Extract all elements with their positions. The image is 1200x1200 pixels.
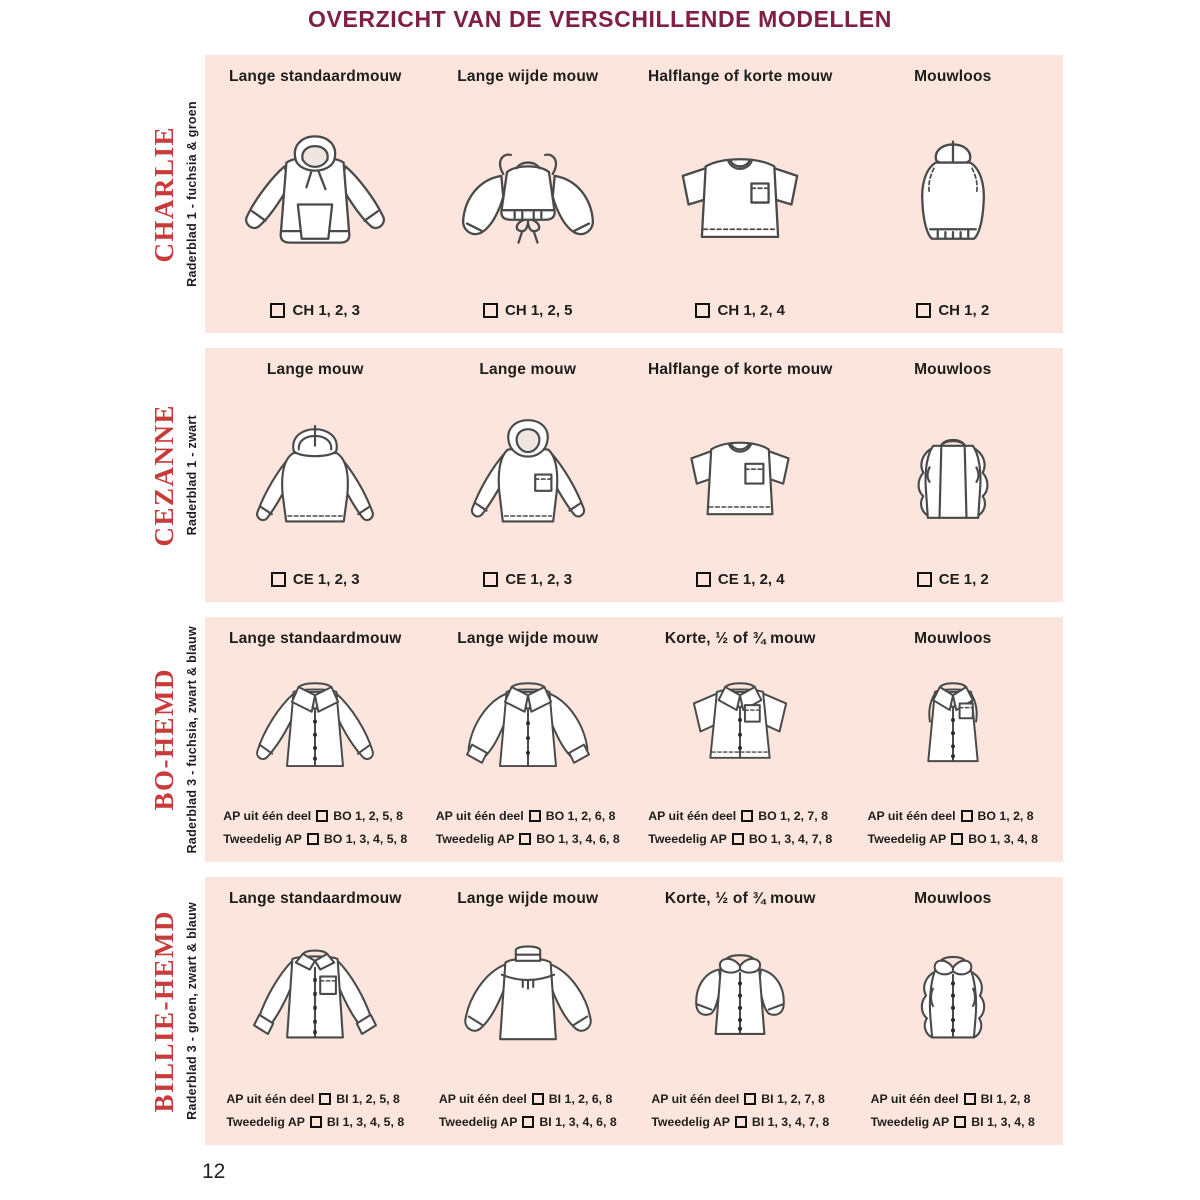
checkbox[interactable] bbox=[744, 1093, 756, 1105]
variant-cell bbox=[847, 68, 1060, 325]
ap-variant-label: Tweedelig AP bbox=[648, 832, 727, 846]
variant-header: Lange standaardmouw bbox=[228, 68, 402, 85]
ap-variant-label: AP uit één deel bbox=[223, 809, 312, 823]
pattern-code-line bbox=[271, 571, 360, 594]
pattern-code-line bbox=[868, 832, 1038, 846]
pattern-code: CH 1, 2, 5 bbox=[504, 302, 573, 319]
model-name: CHARLIE bbox=[149, 125, 179, 263]
variant-header: Lange mouw bbox=[479, 361, 577, 378]
model-label-billie-hemd bbox=[143, 877, 205, 1145]
pattern-code: BO 1, 2, 5, 8 bbox=[333, 809, 403, 823]
pattern-code: CH 1, 2, 4 bbox=[717, 302, 786, 319]
sleeveless-shirt-vest-illustration bbox=[860, 648, 1046, 809]
variant-header: Lange standaardmouw bbox=[228, 890, 402, 907]
pattern-code-line bbox=[916, 302, 989, 325]
ap-variant-label: Tweedelig AP bbox=[870, 1115, 950, 1129]
pattern-code: BI 1, 2, 5, 8 bbox=[336, 1092, 400, 1106]
pattern-code-line bbox=[436, 809, 620, 823]
sleeveless-funnel-neck-illustration bbox=[848, 86, 1058, 302]
pattern-code: BO 1, 2, 6, 8 bbox=[545, 809, 616, 823]
model-label-bo-hemd bbox=[143, 617, 205, 862]
ap-variant-label: AP uit één deel bbox=[435, 809, 524, 823]
checkbox[interactable] bbox=[696, 572, 711, 587]
pattern-footnotes bbox=[439, 1092, 617, 1137]
variant-cell bbox=[422, 361, 635, 594]
checkbox[interactable] bbox=[916, 303, 931, 318]
variant-header: Lange wijde mouw bbox=[457, 890, 599, 907]
checkbox[interactable] bbox=[310, 1116, 322, 1128]
pattern-code: BI 1, 3, 4, 6, 8 bbox=[539, 1115, 617, 1129]
model-panel-cezanne bbox=[205, 348, 1063, 602]
model-overview bbox=[143, 55, 1063, 1145]
checkbox[interactable] bbox=[951, 833, 963, 845]
pattern-code-line bbox=[651, 1092, 829, 1106]
checkbox[interactable] bbox=[735, 1116, 747, 1128]
checkbox[interactable] bbox=[483, 572, 498, 587]
pattern-code: CE 1, 2, 4 bbox=[717, 571, 785, 588]
checkbox[interactable] bbox=[270, 303, 285, 318]
pattern-footnotes bbox=[871, 1092, 1035, 1137]
pattern-code-line bbox=[439, 1092, 617, 1106]
model-label-charlie bbox=[143, 55, 205, 333]
page-number: 12 bbox=[202, 1160, 226, 1183]
pattern-code: BI 1, 3, 4, 5, 8 bbox=[326, 1115, 405, 1129]
pattern-code: BI 1, 2, 8 bbox=[980, 1092, 1031, 1106]
pattern-code: BI 1, 2, 7, 8 bbox=[761, 1092, 825, 1106]
pattern-code-line bbox=[871, 1115, 1035, 1129]
checkbox[interactable] bbox=[695, 303, 710, 318]
model-row-cezanne bbox=[143, 348, 1063, 602]
pattern-code: BO 1, 2, 8 bbox=[977, 809, 1034, 823]
model-name: BO-HEMD bbox=[149, 668, 179, 811]
checkbox[interactable] bbox=[319, 1093, 331, 1105]
variant-header: Lange mouw bbox=[266, 361, 364, 378]
variant-header: Lange standaardmouw bbox=[228, 630, 402, 647]
model-raderblad-note: Raderblad 3 - fuchsia, zwart & blauw bbox=[185, 625, 199, 854]
model-panel-billie-hemd bbox=[205, 877, 1063, 1145]
ap-variant-label: Tweedelig AP bbox=[651, 1115, 730, 1129]
checkbox[interactable] bbox=[741, 810, 753, 822]
pattern-code-line bbox=[270, 302, 360, 325]
page-title: OVERZICHT VAN DE VERSCHILLENDE MODELLEN bbox=[308, 6, 892, 32]
model-raderblad-note: Raderblad 3 - groen, zwart & blauw bbox=[185, 902, 199, 1120]
ap-variant-label: Tweedelig AP bbox=[435, 832, 515, 846]
pattern-code-line bbox=[483, 302, 573, 325]
variant-header: Lange wijde mouw bbox=[457, 68, 599, 85]
variant-header: Mouwloos bbox=[914, 361, 992, 378]
pattern-code: CH 1, 2, 3 bbox=[292, 302, 361, 319]
variant-header: Korte, ½ of ¾ mouw bbox=[664, 890, 816, 907]
model-row-bo-hemd bbox=[143, 617, 1063, 862]
model-row-billie-hemd bbox=[143, 877, 1063, 1145]
variant-cell bbox=[847, 630, 1060, 854]
variant-cell bbox=[634, 68, 847, 325]
pattern-code-line bbox=[436, 832, 620, 846]
checkbox[interactable] bbox=[316, 810, 328, 822]
ap-variant-label: AP uit één deel bbox=[226, 1092, 315, 1106]
pattern-code-line bbox=[695, 302, 785, 325]
pattern-code: CE 1, 2 bbox=[938, 571, 989, 588]
pattern-code: BI 1, 2, 6, 8 bbox=[548, 1092, 613, 1106]
model-name: BILLIE-HEMD bbox=[149, 909, 179, 1113]
pattern-code-line bbox=[696, 571, 785, 594]
pattern-code: CH 1, 2 bbox=[938, 302, 990, 319]
variant-header: Halflange of korte mouw bbox=[647, 361, 833, 378]
variant-cell bbox=[847, 361, 1060, 594]
model-label-cezanne bbox=[143, 348, 205, 602]
variant-cell bbox=[209, 361, 422, 594]
checkbox[interactable] bbox=[732, 833, 744, 845]
pattern-code: BO 1, 2, 7, 8 bbox=[758, 809, 828, 823]
pattern-code: BO 1, 3, 4, 8 bbox=[968, 832, 1038, 846]
variant-header: Mouwloos bbox=[914, 890, 992, 907]
variant-header: Mouwloos bbox=[914, 630, 992, 647]
checkbox[interactable] bbox=[519, 833, 531, 845]
blouse-short-puff-sleeve-illustration bbox=[644, 908, 836, 1092]
variant-cell bbox=[422, 630, 635, 854]
blouse-long-sleeve-illustration bbox=[219, 908, 411, 1092]
pattern-code-line bbox=[483, 571, 572, 594]
ap-variant-label: Tweedelig AP bbox=[867, 832, 947, 846]
ap-variant-label: Tweedelig AP bbox=[438, 1115, 518, 1129]
model-raderblad-note: Raderblad 1 - zwart bbox=[185, 414, 199, 536]
pattern-code: BO 1, 3, 4, 7, 8 bbox=[748, 832, 833, 846]
pattern-footnotes bbox=[651, 1092, 829, 1137]
boxy-tee-illustration bbox=[635, 86, 845, 302]
pattern-code-line bbox=[868, 809, 1038, 823]
checkbox[interactable] bbox=[483, 303, 498, 318]
pattern-footnotes bbox=[436, 809, 620, 854]
pattern-code: BI 1, 3, 4, 7, 8 bbox=[751, 1115, 830, 1129]
hoodie-chest-pocket-illustration bbox=[429, 379, 627, 571]
cropped-puff-sleeve-illustration bbox=[423, 86, 633, 302]
variant-header: Korte, ½ of ¾ mouw bbox=[664, 630, 816, 647]
variant-cell bbox=[209, 630, 422, 854]
pattern-code: BO 1, 3, 4, 6, 8 bbox=[536, 832, 620, 846]
shirt-long-sleeve-illustration bbox=[222, 648, 408, 809]
variant-cell bbox=[634, 361, 847, 594]
ap-variant-label: AP uit één deel bbox=[867, 809, 956, 823]
checkbox[interactable] bbox=[961, 810, 973, 822]
pattern-code-line bbox=[439, 1115, 617, 1129]
hoodie-long-sleeve-illustration bbox=[210, 86, 420, 302]
ap-variant-label: AP uit één deel bbox=[438, 1092, 527, 1106]
tee-chest-pocket-illustration bbox=[641, 379, 839, 571]
pattern-footnotes bbox=[226, 1092, 404, 1137]
pattern-code-line bbox=[223, 809, 407, 823]
pattern-code-line bbox=[223, 832, 407, 846]
pattern-footnotes bbox=[648, 809, 832, 854]
checkbox[interactable] bbox=[532, 1093, 544, 1105]
variant-cell bbox=[422, 68, 635, 325]
ap-variant-label: Tweedelig AP bbox=[223, 832, 302, 846]
checkbox[interactable] bbox=[954, 1116, 966, 1128]
variant-header: Mouwloos bbox=[914, 68, 992, 85]
ap-variant-label: Tweedelig AP bbox=[226, 1115, 305, 1129]
variant-cell bbox=[209, 68, 422, 325]
ap-variant-label: AP uit één deel bbox=[648, 809, 737, 823]
pattern-code: BO 1, 3, 4, 5, 8 bbox=[323, 832, 408, 846]
blouse-back-view-illustration bbox=[432, 908, 624, 1092]
model-raderblad-note: Raderblad 1 - fuchsia & groen bbox=[185, 101, 199, 287]
pattern-code-line bbox=[648, 809, 832, 823]
shirt-wide-sleeve-illustration bbox=[435, 648, 621, 809]
ap-variant-label: AP uit één deel bbox=[651, 1092, 740, 1106]
variant-cell bbox=[634, 630, 847, 854]
pattern-code-line bbox=[226, 1092, 404, 1106]
pattern-code-line bbox=[648, 832, 832, 846]
model-name: CEZANNE bbox=[149, 403, 179, 547]
checkbox[interactable] bbox=[529, 810, 541, 822]
pattern-code-line bbox=[871, 1092, 1035, 1106]
pattern-footnotes bbox=[868, 809, 1038, 854]
pattern-code-line bbox=[226, 1115, 404, 1129]
pattern-code: BI 1, 3, 4, 8 bbox=[971, 1115, 1035, 1129]
checkbox[interactable] bbox=[307, 833, 319, 845]
variant-cell bbox=[634, 890, 847, 1137]
variant-header: Halflange of korte mouw bbox=[647, 68, 833, 85]
checkbox[interactable] bbox=[271, 572, 286, 587]
sleeveless-ruffle-blouse-illustration bbox=[857, 908, 1049, 1092]
checkbox[interactable] bbox=[964, 1093, 976, 1105]
variant-cell bbox=[209, 890, 422, 1137]
ap-variant-label: AP uit één deel bbox=[870, 1092, 959, 1106]
variant-cell bbox=[847, 890, 1060, 1137]
model-panel-charlie bbox=[205, 55, 1063, 333]
checkbox[interactable] bbox=[522, 1116, 534, 1128]
pattern-code: CE 1, 2, 3 bbox=[292, 571, 360, 588]
turtleneck-sweater-illustration bbox=[216, 379, 414, 571]
pattern-code-line bbox=[651, 1115, 829, 1129]
variant-header: Lange wijde mouw bbox=[457, 630, 599, 647]
variant-cell bbox=[422, 890, 635, 1137]
shirt-short-sleeve-illustration bbox=[647, 648, 833, 809]
pattern-code: CE 1, 2, 3 bbox=[505, 571, 573, 588]
model-row-charlie bbox=[143, 55, 1063, 333]
model-panel-bo-hemd bbox=[205, 617, 1063, 862]
pattern-footnotes bbox=[223, 809, 407, 854]
sleeveless-ruffle-top-illustration bbox=[854, 379, 1052, 571]
checkbox[interactable] bbox=[917, 572, 932, 587]
pattern-code-line bbox=[917, 571, 989, 594]
